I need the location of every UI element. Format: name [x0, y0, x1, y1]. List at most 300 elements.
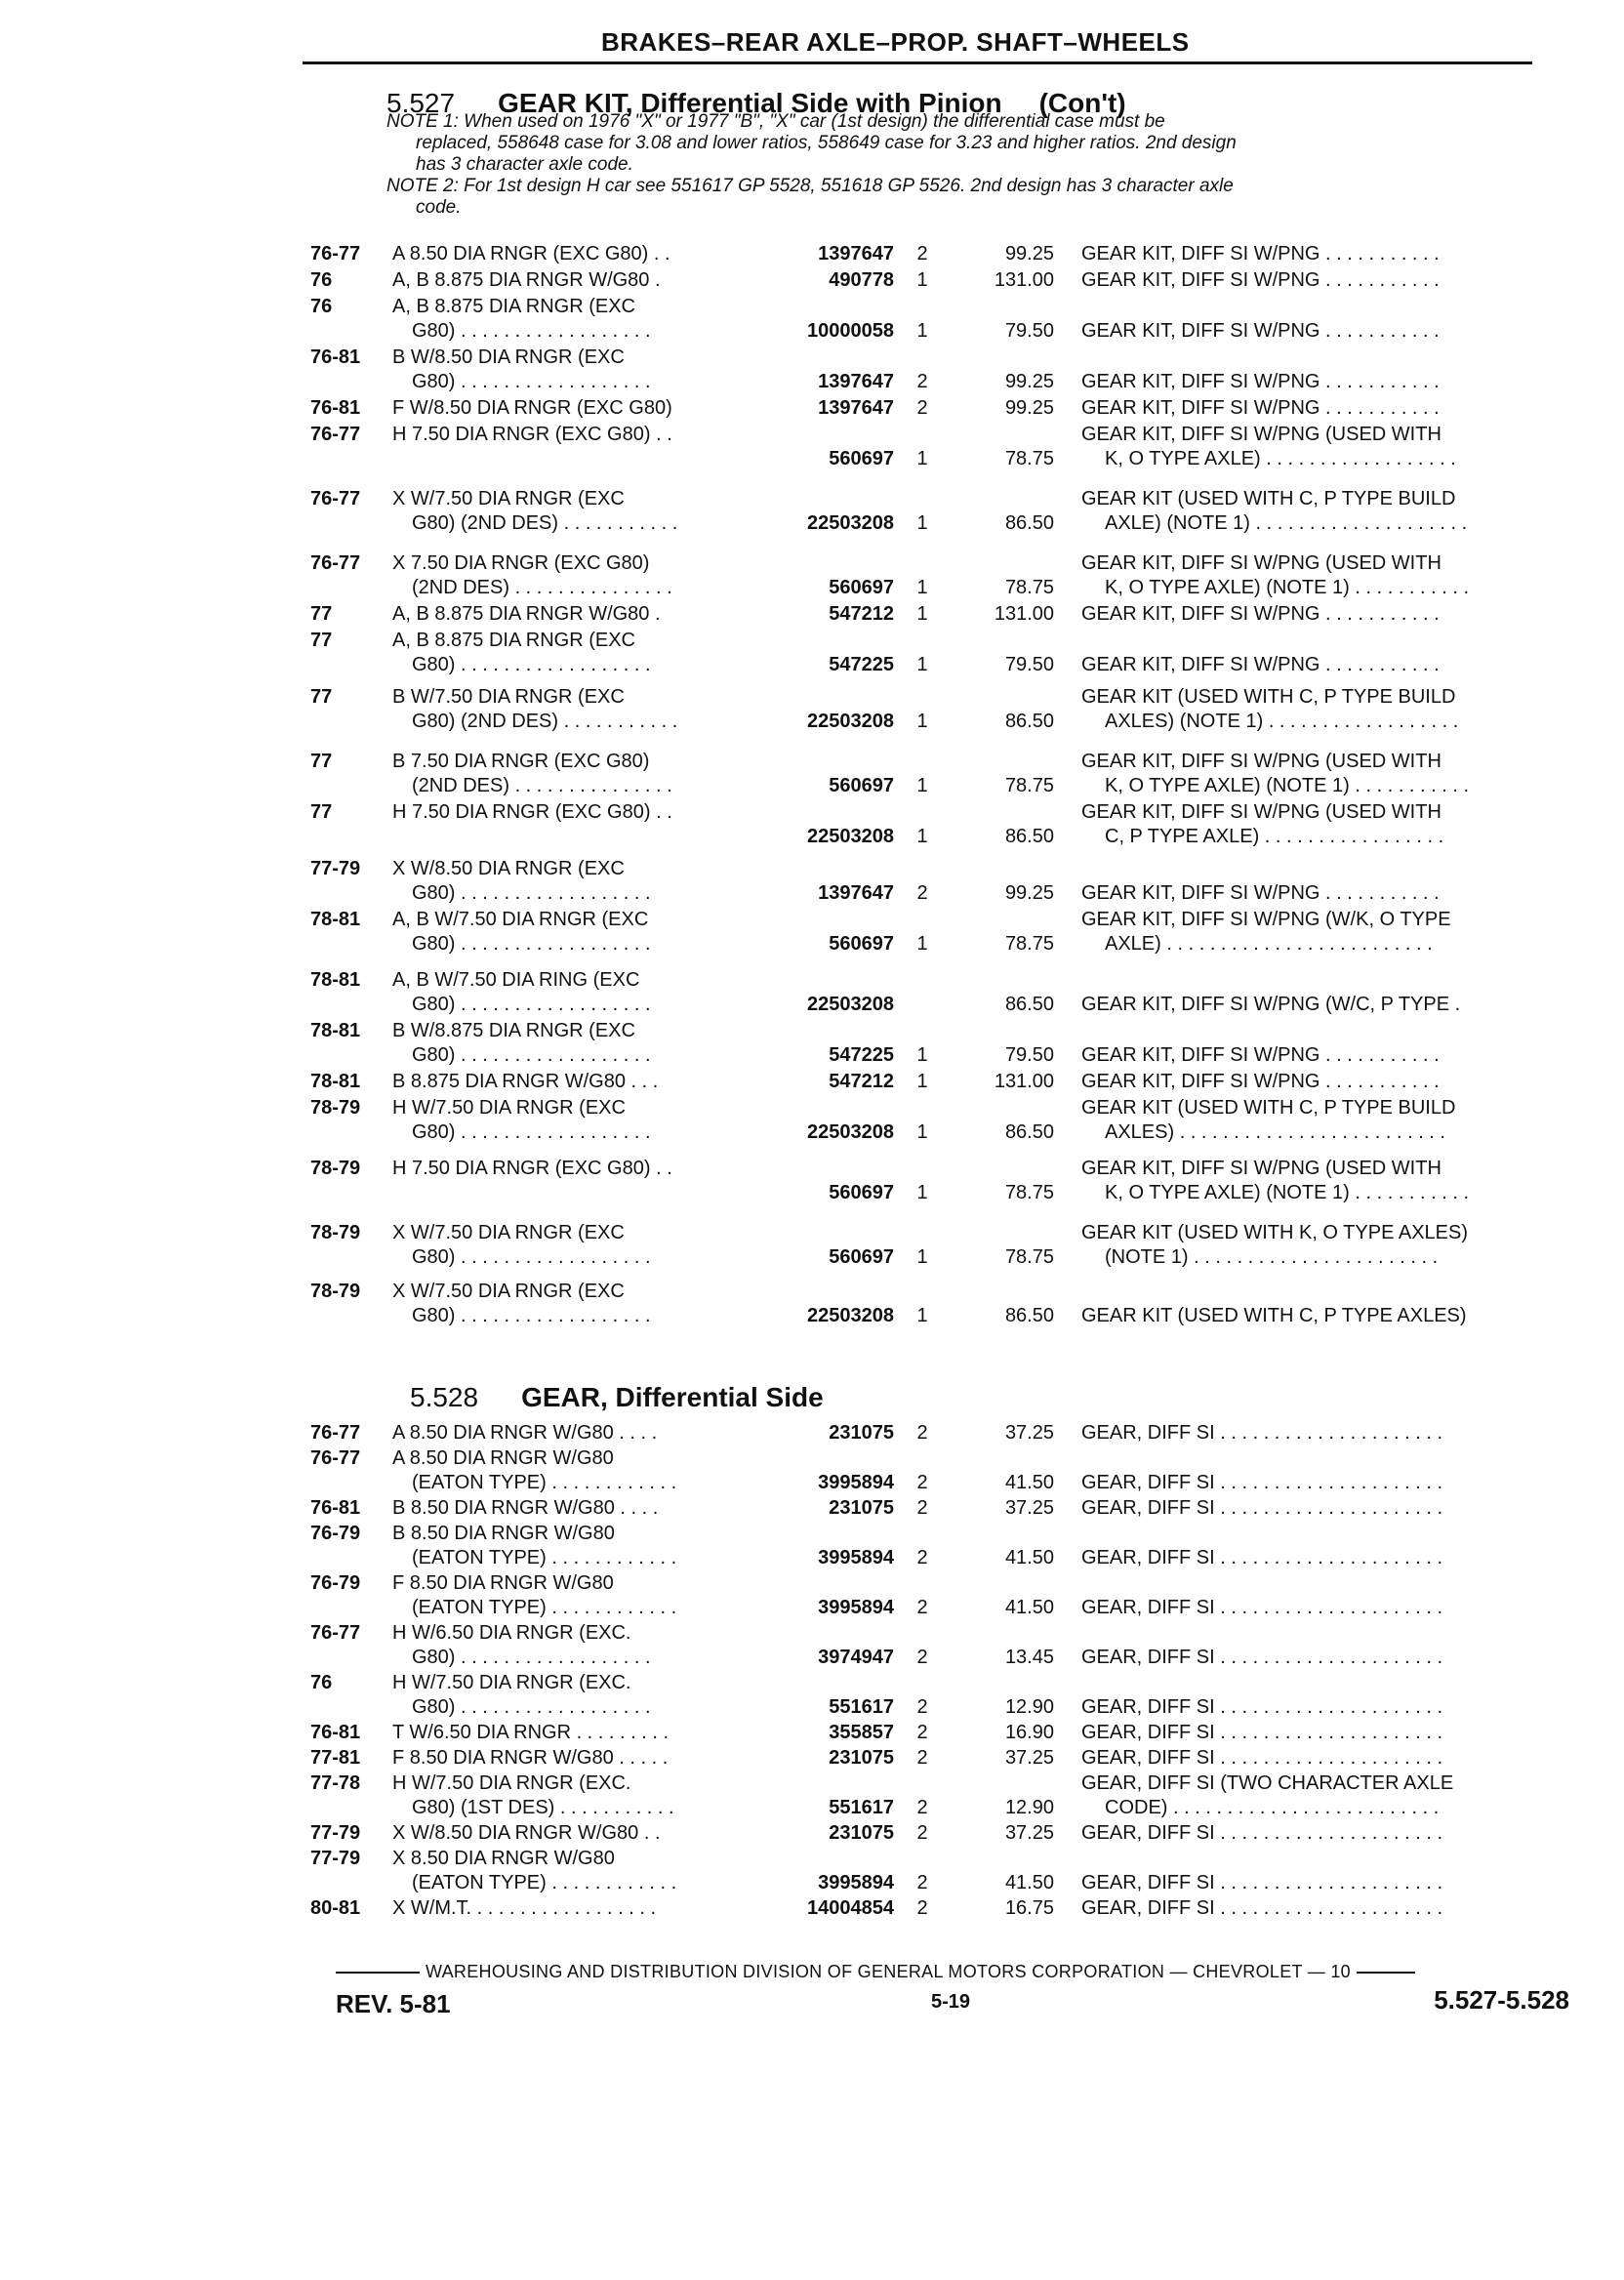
part-number: 355857	[829, 1722, 894, 1743]
description-line: A 8.50 DIA RNGR W/G80	[392, 1447, 614, 1469]
quantity: 2	[916, 1472, 928, 1493]
part-name-line: GEAR, DIFF SI . . . . . . . . . . . . . . . . . . . . .	[1081, 1822, 1443, 1844]
description-line: G80) . . . . . . . . . . . . . . . . . .	[412, 882, 651, 904]
table-row	[310, 1896, 1579, 1921]
part-number: 231075	[829, 1497, 894, 1519]
part-number: 551617	[829, 1696, 894, 1718]
part-name-line: AXLE) . . . . . . . . . . . . . . . . . . . . . . . . .	[1105, 933, 1433, 955]
part-name-line: GEAR KIT, DIFF SI W/PNG . . . . . . . . . . .	[1081, 882, 1440, 904]
table-row	[310, 800, 1579, 849]
part-name-line: GEAR KIT (USED WITH C, P TYPE BUILD	[1081, 1097, 1456, 1119]
description-line: X W/M.T. . . . . . . . . . . . . . . . . .	[392, 1897, 657, 1919]
price: 86.50	[1004, 1305, 1054, 1326]
quantity: 1	[916, 448, 928, 469]
part-number: 22503208	[807, 711, 894, 732]
quantity: 1	[916, 654, 928, 675]
part-number: 560697	[829, 933, 894, 955]
table-row	[310, 1671, 1579, 1720]
application-description	[392, 1496, 744, 1521]
price: 78.75	[1004, 933, 1054, 955]
table-row	[310, 423, 1579, 471]
note-line: code.	[416, 197, 462, 218]
part-name	[1081, 908, 1579, 957]
table-row	[310, 968, 1579, 1017]
part-number: 560697	[829, 1182, 894, 1203]
application-description	[392, 1771, 744, 1820]
year-range: 76-81	[310, 346, 361, 368]
application-description	[392, 800, 744, 825]
table-row	[310, 1771, 1579, 1820]
year-range: 76	[310, 269, 333, 291]
description-line: F W/8.50 DIA RNGR (EXC G80)	[392, 397, 672, 419]
part-name-line: GEAR, DIFF SI . . . . . . . . . . . . . . . . . . . . .	[1081, 1897, 1443, 1919]
notes-block	[386, 111, 1554, 219]
year-range: 78-81	[310, 969, 361, 991]
year-range: 76-81	[310, 1497, 361, 1519]
description-line: A, B W/7.50 DIA RNGR (EXC	[392, 909, 649, 930]
application-description	[392, 487, 744, 536]
part-name-line: GEAR KIT, DIFF SI W/PNG (USED WITH	[1081, 751, 1441, 772]
price: 78.75	[1004, 448, 1054, 469]
application-description	[392, 1019, 744, 1068]
quantity: 1	[916, 320, 928, 342]
part-name-line: GEAR, DIFF SI . . . . . . . . . . . . . . . . . . . . .	[1081, 1872, 1443, 1893]
year-range: 76-77	[310, 1422, 361, 1444]
part-name-line: GEAR, DIFF SI . . . . . . . . . . . . . . . . . . . . .	[1081, 1497, 1443, 1519]
part-name-line: GEAR, DIFF SI . . . . . . . . . . . . . . . . . . . . .	[1081, 1472, 1443, 1493]
part-name-line: GEAR KIT, DIFF SI W/PNG (W/C, P TYPE .	[1081, 994, 1461, 1015]
quantity: 1	[916, 1071, 928, 1092]
quantity: 1	[916, 775, 928, 796]
application-description	[392, 750, 744, 798]
application-description	[392, 685, 744, 734]
year-range: 77-81	[310, 1747, 361, 1769]
year-range: 78-79	[310, 1281, 361, 1302]
table-row	[310, 1019, 1579, 1068]
part-name	[1081, 1070, 1579, 1094]
quantity: 2	[916, 1797, 928, 1818]
quantity: 2	[916, 1547, 928, 1568]
price: 37.25	[1004, 1822, 1054, 1844]
price: 13.45	[1004, 1647, 1054, 1668]
year-range: 76-79	[310, 1523, 361, 1544]
description-line: (EATON TYPE) . . . . . . . . . . . .	[412, 1872, 677, 1893]
description-line: G80) (1ST DES) . . . . . . . . . . .	[412, 1797, 674, 1818]
part-number: 1397647	[818, 397, 894, 419]
description-line: X W/8.50 DIA RNGR W/G80 . .	[392, 1822, 661, 1844]
part-number: 231075	[829, 1422, 894, 1444]
year-range: 76-77	[310, 424, 361, 445]
price: 12.90	[1004, 1696, 1054, 1718]
part-name	[1081, 1746, 1579, 1771]
description-line: H 7.50 DIA RNGR (EXC G80) . .	[392, 424, 672, 445]
section-cont: (Con't)	[1038, 88, 1126, 118]
table-row	[310, 750, 1579, 798]
part-name	[1081, 1546, 1579, 1570]
part-name	[1081, 1821, 1579, 1846]
part-name	[1081, 1221, 1579, 1270]
price: 86.50	[1004, 826, 1054, 847]
description-line: G80) . . . . . . . . . . . . . . . . . .	[412, 933, 651, 955]
quantity: 2	[916, 1872, 928, 1893]
part-name-line: AXLES) (NOTE 1) . . . . . . . . . . . . . . . . . .	[1105, 711, 1459, 732]
description-line: A, B 8.875 DIA RNGR W/G80 .	[392, 603, 661, 625]
description-line: G80) . . . . . . . . . . . . . . . . . .	[412, 1647, 651, 1668]
quantity: 2	[916, 371, 928, 392]
year-range: 77-78	[310, 1772, 361, 1794]
price: 86.50	[1004, 1121, 1054, 1143]
year-range: 77	[310, 603, 333, 625]
part-name-line: (NOTE 1) . . . . . . . . . . . . . . . . . . . . . . .	[1105, 1246, 1439, 1268]
description-line: B 8.875 DIA RNGR W/G80 . . .	[392, 1071, 659, 1092]
part-number: 10000058	[807, 320, 894, 342]
description-line: X W/7.50 DIA RNGR (EXC	[392, 488, 625, 509]
price: 99.25	[1004, 882, 1054, 904]
application-description	[392, 1821, 744, 1846]
table-row	[310, 551, 1579, 600]
application-description	[392, 423, 744, 447]
description-line: H W/7.50 DIA RNGR (EXC	[392, 1097, 626, 1119]
part-name	[1081, 602, 1579, 627]
section-number: 5.528	[410, 1382, 479, 1412]
part-name-line: K, O TYPE AXLE) . . . . . . . . . . . . . . . . . .	[1105, 448, 1456, 469]
description-line: (EATON TYPE) . . . . . . . . . . . .	[412, 1472, 677, 1493]
note-line: has 3 character axle code.	[416, 154, 633, 175]
year-range: 77	[310, 686, 333, 708]
application-description	[392, 396, 744, 421]
part-number: 3995894	[818, 1872, 894, 1893]
price: 12.90	[1004, 1797, 1054, 1818]
price: 37.25	[1004, 1747, 1054, 1769]
part-name	[1081, 1096, 1579, 1145]
part-name-line: AXLE) (NOTE 1) . . . . . . . . . . . . . . . . . . . .	[1105, 512, 1468, 534]
year-range: 76-77	[310, 243, 361, 265]
description-line: G80) . . . . . . . . . . . . . . . . . .	[412, 1121, 651, 1143]
part-name-line: GEAR KIT, DIFF SI W/PNG . . . . . . . . . . .	[1081, 1044, 1440, 1066]
price: 99.25	[1004, 397, 1054, 419]
part-name	[1081, 396, 1579, 421]
year-range: 78-81	[310, 1071, 361, 1092]
description-line: G80) . . . . . . . . . . . . . . . . . .	[412, 994, 651, 1015]
application-description	[392, 1421, 744, 1445]
price: 99.25	[1004, 371, 1054, 392]
table-row	[310, 242, 1579, 266]
part-name	[1081, 1157, 1579, 1205]
application-description	[392, 1221, 744, 1270]
table-row	[310, 1821, 1579, 1846]
application-description	[392, 908, 744, 957]
application-description	[392, 1721, 744, 1745]
quantity: 1	[916, 512, 928, 534]
application-description	[392, 1522, 744, 1570]
description-line: G80) (2ND DES) . . . . . . . . . . .	[412, 512, 678, 534]
part-name	[1081, 1304, 1579, 1328]
description-line: B 8.50 DIA RNGR W/G80 . . . .	[392, 1497, 659, 1519]
description-line: G80) . . . . . . . . . . . . . . . . . .	[412, 1305, 651, 1326]
part-number: 22503208	[807, 1305, 894, 1326]
table-row	[310, 1221, 1579, 1270]
table-row	[310, 1746, 1579, 1771]
description-line: (EATON TYPE) . . . . . . . . . . . .	[412, 1547, 677, 1568]
description-line: A 8.50 DIA RNGR W/G80 . . . .	[392, 1422, 658, 1444]
part-number: 547225	[829, 654, 894, 675]
quantity: 2	[916, 243, 928, 265]
table-row	[310, 1157, 1579, 1205]
part-number: 1397647	[818, 243, 894, 265]
year-range: 78-79	[310, 1158, 361, 1179]
description-line: X W/7.50 DIA RNGR (EXC	[392, 1222, 625, 1243]
quantity: 2	[916, 1497, 928, 1519]
table-row	[310, 629, 1579, 677]
quantity: 2	[916, 397, 928, 419]
quantity: 1	[916, 603, 928, 625]
quantity: 2	[916, 1597, 928, 1618]
part-name	[1081, 685, 1579, 734]
page-footer	[336, 1962, 1585, 2018]
part-name	[1081, 750, 1579, 798]
part-number: 22503208	[807, 1121, 894, 1143]
part-name-line: GEAR, DIFF SI . . . . . . . . . . . . . . . . . . . . .	[1081, 1696, 1443, 1718]
part-number: 547212	[829, 1071, 894, 1092]
part-name-line: GEAR, DIFF SI . . . . . . . . . . . . . . . . . . . . .	[1081, 1422, 1443, 1444]
application-description	[392, 1446, 744, 1495]
part-name-line: GEAR KIT, DIFF SI W/PNG (USED WITH	[1081, 552, 1441, 574]
description-line: G80) (2ND DES) . . . . . . . . . . .	[412, 711, 678, 732]
year-range: 76-79	[310, 1572, 361, 1594]
part-number: 547212	[829, 603, 894, 625]
table-row	[310, 487, 1579, 536]
part-number: 231075	[829, 1747, 894, 1769]
section-name: GEAR KIT, Differential Side with Pinion	[498, 88, 1002, 118]
table-row	[310, 857, 1579, 906]
price: 86.50	[1004, 512, 1054, 534]
part-number: 560697	[829, 577, 894, 598]
price: 131.00	[994, 1071, 1054, 1092]
application-description	[392, 242, 744, 266]
application-description	[392, 295, 744, 344]
year-range: 77-79	[310, 858, 361, 879]
table-row	[310, 1446, 1579, 1495]
part-number: 22503208	[807, 512, 894, 534]
table-row	[310, 1522, 1579, 1570]
application-description	[392, 602, 744, 627]
part-number: 1397647	[818, 882, 894, 904]
part-name	[1081, 268, 1579, 293]
year-range: 78-79	[310, 1097, 361, 1119]
quantity: 2	[916, 1747, 928, 1769]
description-line: F 8.50 DIA RNGR W/G80 . . . . .	[392, 1747, 669, 1769]
year-range: 76-77	[310, 488, 361, 509]
price: 16.75	[1004, 1897, 1054, 1919]
quantity: 1	[916, 1044, 928, 1066]
part-name-line: GEAR KIT, DIFF SI W/PNG . . . . . . . . . . .	[1081, 320, 1440, 342]
price: 86.50	[1004, 711, 1054, 732]
description-line: H 7.50 DIA RNGR (EXC G80) . .	[392, 1158, 672, 1179]
table-row	[310, 1571, 1579, 1620]
section-number: 5.527	[386, 88, 456, 118]
quantity: 1	[916, 577, 928, 598]
part-name-line: GEAR KIT, DIFF SI W/PNG . . . . . . . . . . .	[1081, 397, 1440, 419]
quantity: 1	[916, 711, 928, 732]
section-name: GEAR, Differential Side	[521, 1382, 824, 1412]
part-name-line: GEAR KIT, DIFF SI W/PNG . . . . . . . . . . .	[1081, 371, 1440, 392]
price: 79.50	[1004, 320, 1054, 342]
description-line: B 7.50 DIA RNGR (EXC G80)	[392, 751, 650, 772]
application-description	[392, 1070, 744, 1094]
part-name	[1081, 242, 1579, 266]
part-name	[1081, 1896, 1579, 1921]
part-name-line: K, O TYPE AXLE) (NOTE 1) . . . . . . . . . . .	[1105, 577, 1470, 598]
year-range: 78-81	[310, 1020, 361, 1041]
year-range: 77	[310, 751, 333, 772]
quantity: 1	[916, 1121, 928, 1143]
description-line: H 7.50 DIA RNGR (EXC G80) . .	[392, 801, 672, 823]
quantity: 1	[916, 1246, 928, 1268]
part-number: 1397647	[818, 371, 894, 392]
price: 79.50	[1004, 1044, 1054, 1066]
table-row	[310, 1421, 1579, 1445]
table-row	[310, 1280, 1579, 1328]
part-name-line: K, O TYPE AXLE) (NOTE 1) . . . . . . . . . . .	[1105, 1182, 1470, 1203]
page-title: BRAKES–REAR AXLE–PROP. SHAFT–WHEELS	[601, 27, 1190, 57]
quantity: 1	[916, 269, 928, 291]
part-number: 22503208	[807, 826, 894, 847]
part-name-line: C, P TYPE AXLE) . . . . . . . . . . . . . . . . .	[1105, 826, 1444, 847]
application-description	[392, 346, 744, 394]
year-range: 77-79	[310, 1822, 361, 1844]
year-range: 78-79	[310, 1222, 361, 1243]
footer-division: WAREHOUSING AND DISTRIBUTION DIVISION OF GENERAL MOTORS CORPORATION — CHEVROLET — 10	[426, 1962, 1351, 1981]
description-line: H W/7.50 DIA RNGR (EXC.	[392, 1672, 631, 1693]
year-range: 77	[310, 801, 333, 823]
quantity: 2	[916, 1422, 928, 1444]
revision-label: REV. 5-81	[336, 1989, 451, 2018]
table-row	[310, 1070, 1579, 1094]
description-line: X 7.50 DIA RNGR (EXC G80)	[392, 552, 650, 574]
application-description	[392, 1621, 744, 1670]
description-line: G80) . . . . . . . . . . . . . . . . . .	[412, 371, 651, 392]
description-line: X 8.50 DIA RNGR W/G80	[392, 1848, 615, 1869]
part-number: 231075	[829, 1822, 894, 1844]
part-number: 490778	[829, 269, 894, 291]
application-description	[392, 1096, 744, 1145]
description-line: (EATON TYPE) . . . . . . . . . . . .	[412, 1597, 677, 1618]
price: 78.75	[1004, 1246, 1054, 1268]
description-line: G80) . . . . . . . . . . . . . . . . . .	[412, 1696, 651, 1718]
application-description	[392, 1896, 744, 1921]
part-number: 551617	[829, 1797, 894, 1818]
part-name-line: GEAR KIT, DIFF SI W/PNG (USED WITH	[1081, 801, 1441, 823]
part-name-line: GEAR KIT, DIFF SI W/PNG . . . . . . . . . . .	[1081, 243, 1440, 265]
part-name	[1081, 1646, 1579, 1670]
description-line: A, B 8.875 DIA RNGR (EXC	[392, 296, 635, 317]
description-line: A, B 8.875 DIA RNGR W/G80 .	[392, 269, 661, 291]
part-name-line: GEAR KIT, DIFF SI W/PNG (W/K, O TYPE	[1081, 909, 1451, 930]
quantity: 1	[916, 1305, 928, 1326]
application-description	[392, 629, 744, 677]
application-description	[392, 968, 744, 1017]
description-line: G80) . . . . . . . . . . . . . . . . . .	[412, 320, 651, 342]
price: 86.50	[1004, 994, 1054, 1015]
description-line: T W/6.50 DIA RNGR . . . . . . . . .	[392, 1722, 670, 1743]
part-name	[1081, 800, 1579, 849]
part-number: 3974947	[818, 1647, 894, 1668]
part-name-line: GEAR KIT, DIFF SI W/PNG . . . . . . . . . . .	[1081, 654, 1440, 675]
part-name-line: GEAR KIT (USED WITH K, O TYPE AXLES)	[1081, 1222, 1469, 1243]
part-name-line: GEAR KIT, DIFF SI W/PNG . . . . . . . . . . .	[1081, 603, 1440, 625]
price: 131.00	[994, 603, 1054, 625]
part-name	[1081, 881, 1579, 906]
part-name	[1081, 551, 1579, 600]
part-name	[1081, 1043, 1579, 1068]
year-range: 76	[310, 1672, 333, 1693]
part-name	[1081, 423, 1579, 471]
part-name-line: GEAR KIT, DIFF SI W/PNG . . . . . . . . . . .	[1081, 269, 1440, 291]
table-row	[310, 685, 1579, 734]
parts-list-5527	[310, 242, 1579, 1328]
description-line: H W/6.50 DIA RNGR (EXC.	[392, 1622, 631, 1644]
price: 79.50	[1004, 654, 1054, 675]
description-line: G80) . . . . . . . . . . . . . . . . . .	[412, 654, 651, 675]
table-row	[310, 1096, 1579, 1145]
part-name-line: AXLES) . . . . . . . . . . . . . . . . . . . . . . . . .	[1105, 1121, 1445, 1143]
part-number: 547225	[829, 1044, 894, 1066]
table-row	[310, 295, 1579, 344]
part-name-line: GEAR KIT (USED WITH C, P TYPE BUILD	[1081, 686, 1456, 708]
year-range: 77-79	[310, 1848, 361, 1869]
year-range: 80-81	[310, 1897, 361, 1919]
application-description	[392, 1571, 744, 1620]
description-line: X W/8.50 DIA RNGR (EXC	[392, 858, 625, 879]
year-range: 76-81	[310, 397, 361, 419]
quantity: 2	[916, 1822, 928, 1844]
table-row	[310, 1847, 1579, 1895]
section-range: 5.527-5.528	[1434, 1985, 1569, 2015]
part-name-line: K, O TYPE AXLE) (NOTE 1) . . . . . . . . . . .	[1105, 775, 1470, 796]
page-number: 5-19	[931, 1991, 971, 2013]
part-name	[1081, 1421, 1579, 1445]
part-name-line: GEAR, DIFF SI (TWO CHARACTER AXLE	[1081, 1772, 1454, 1794]
price: 41.50	[1004, 1872, 1054, 1893]
quantity: 2	[916, 882, 928, 904]
price: 131.00	[994, 269, 1054, 291]
table-row	[310, 1496, 1579, 1521]
year-range: 76-77	[310, 1622, 361, 1644]
part-name-line: GEAR KIT, DIFF SI W/PNG . . . . . . . . . . .	[1081, 1071, 1440, 1092]
description-line: (2ND DES) . . . . . . . . . . . . . . .	[412, 775, 672, 796]
quantity: 1	[916, 826, 928, 847]
table-row	[310, 268, 1579, 293]
application-description	[392, 1847, 744, 1895]
description-line: G80) . . . . . . . . . . . . . . . . . .	[412, 1044, 651, 1066]
part-number: 3995894	[818, 1472, 894, 1493]
part-number: 14004854	[807, 1897, 894, 1919]
description-line: F 8.50 DIA RNGR W/G80	[392, 1572, 614, 1594]
quantity: 2	[916, 1696, 928, 1718]
description-line: A 8.50 DIA RNGR (EXC G80) . .	[392, 243, 670, 265]
year-range: 76	[310, 296, 333, 317]
part-name-line: GEAR, DIFF SI . . . . . . . . . . . . . . . . . . . . .	[1081, 1547, 1443, 1568]
note-line: NOTE 2: For 1st design H car see 551617 GP 5528, 551618 GP 5526. 2nd design has 3 character axle	[386, 176, 1234, 196]
part-number: 3995894	[818, 1597, 894, 1618]
price: 41.50	[1004, 1547, 1054, 1568]
part-name-line: GEAR KIT (USED WITH C, P TYPE AXLES)	[1081, 1305, 1467, 1326]
quantity: 2	[916, 1722, 928, 1743]
description-line: B W/7.50 DIA RNGR (EXC	[392, 686, 625, 708]
price: 99.25	[1004, 243, 1054, 265]
part-number: 22503208	[807, 994, 894, 1015]
part-name	[1081, 1721, 1579, 1745]
